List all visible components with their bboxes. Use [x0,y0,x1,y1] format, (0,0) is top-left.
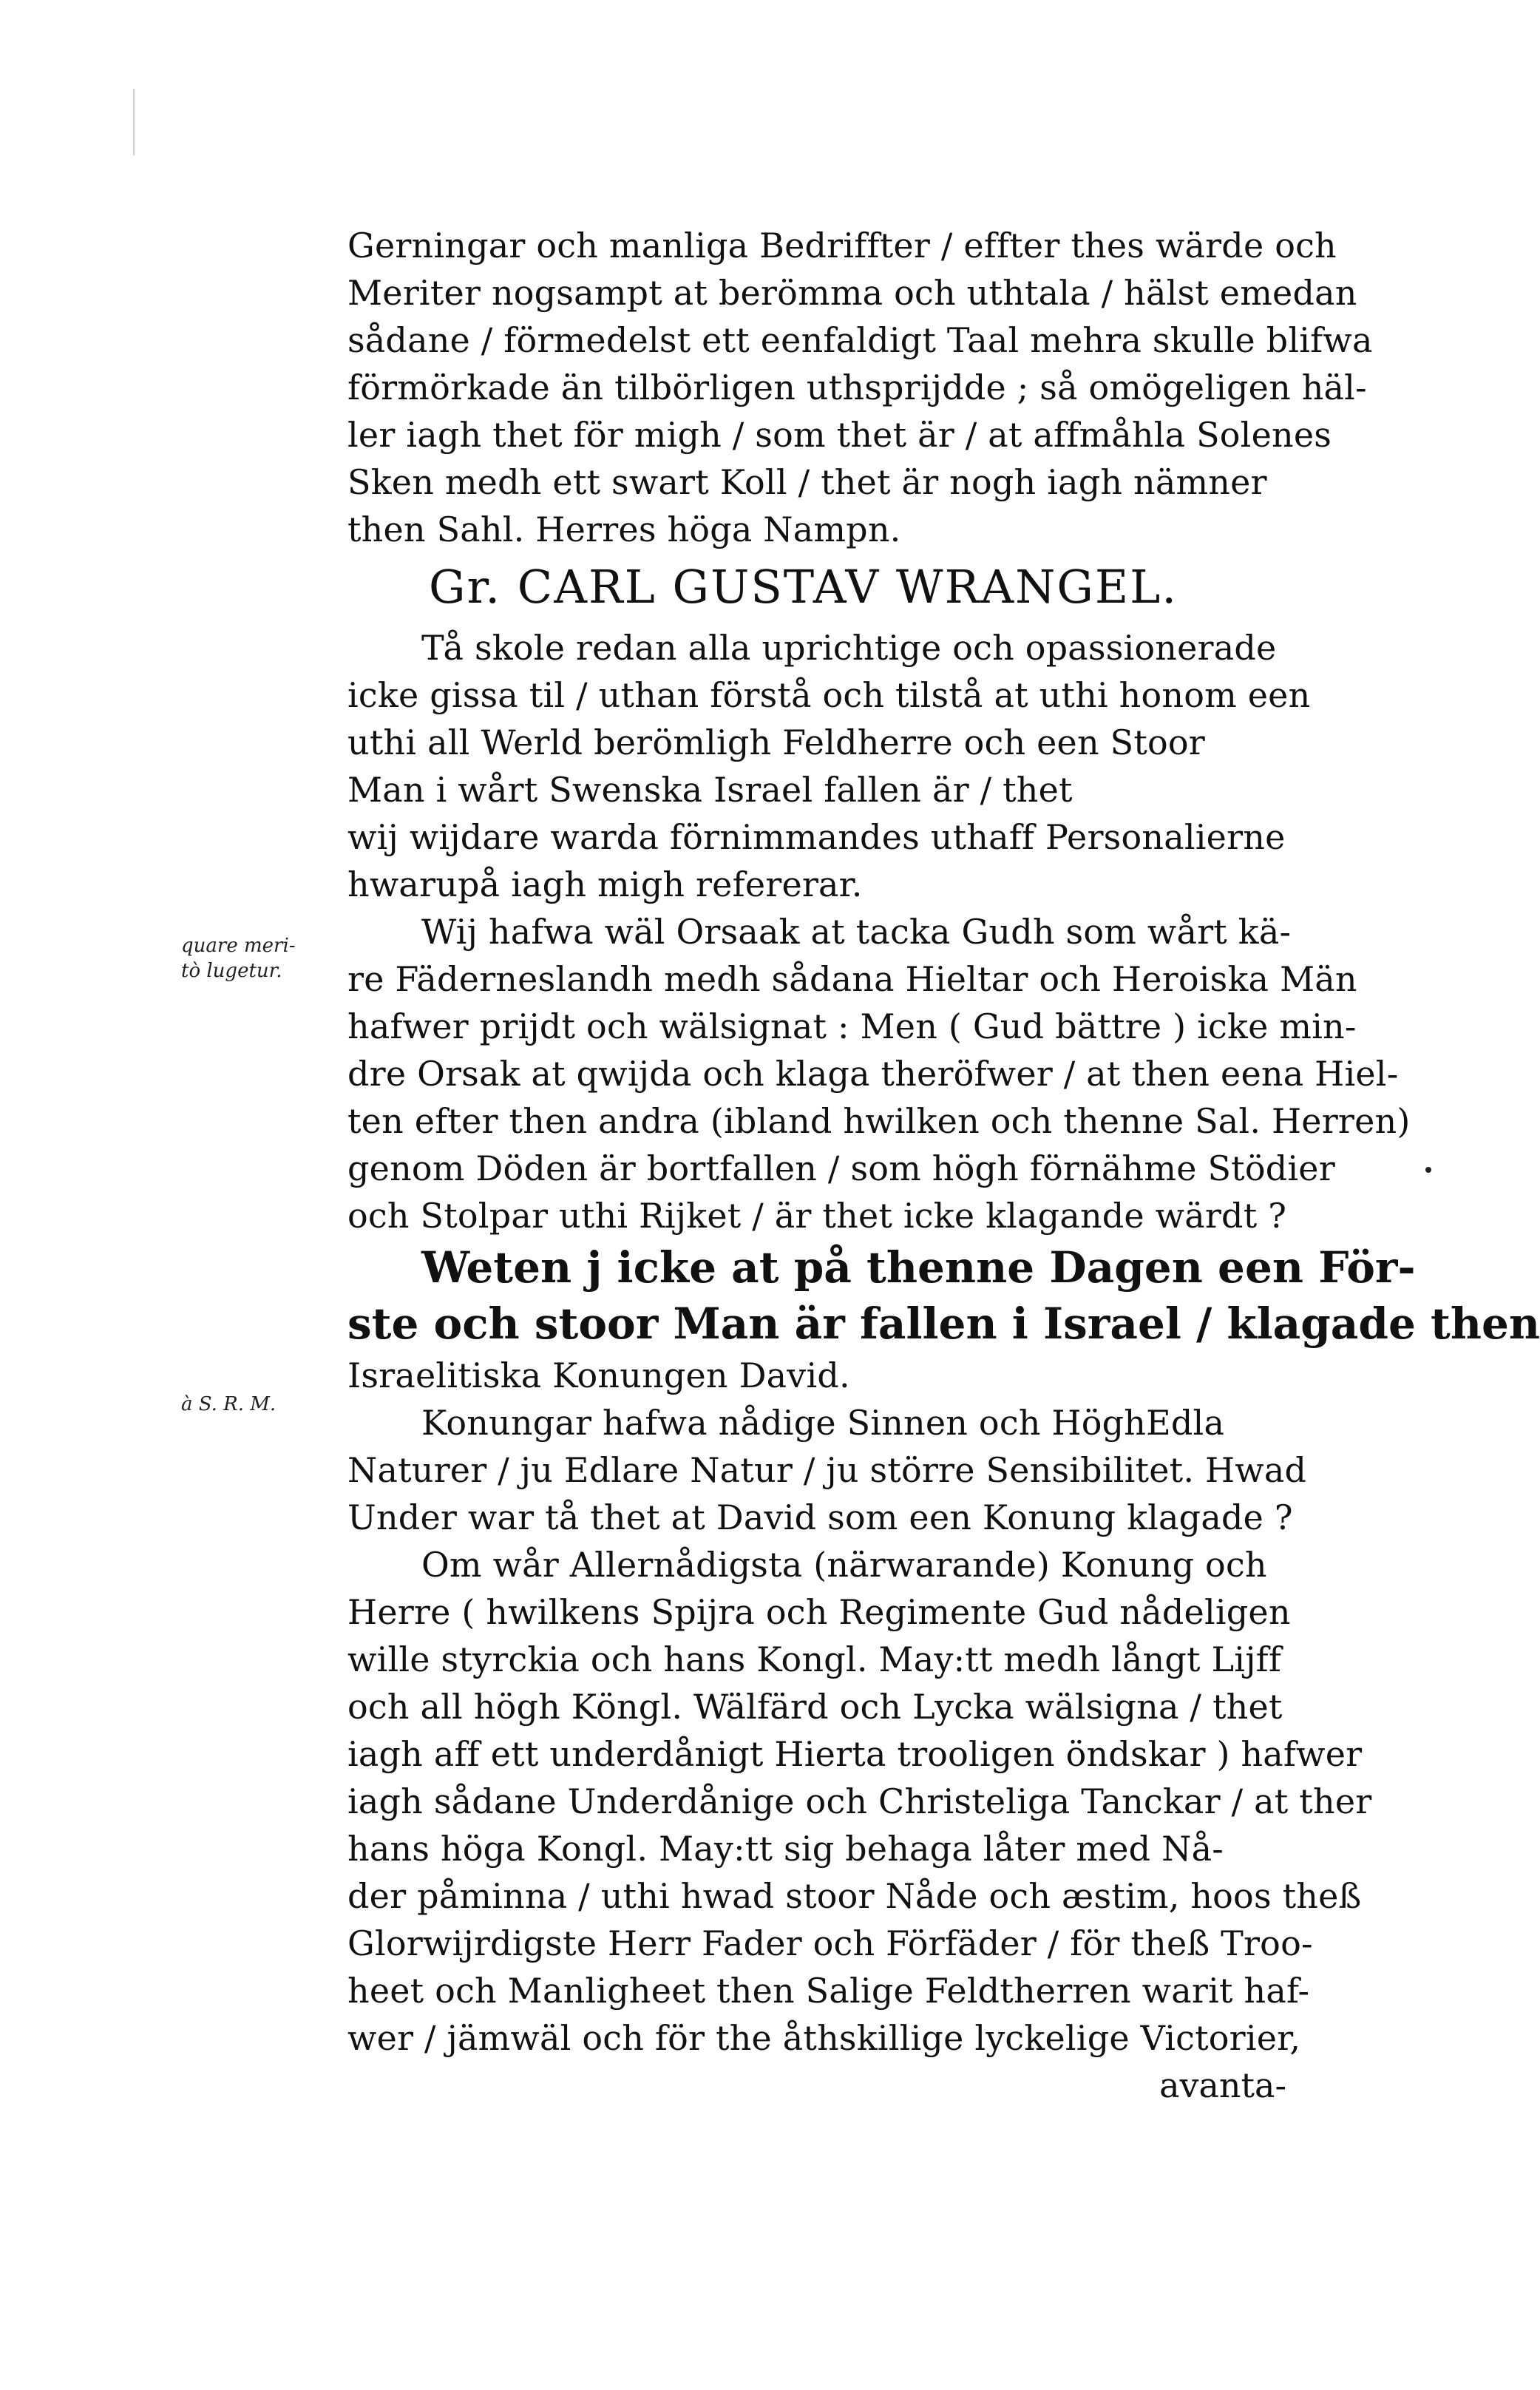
text-line: dre Orsak at qwijda och klaga theröfwer / at then eena Hiel- [347,1054,1399,1094]
text-line: Under war tå thet at David som een Konung klagade ? [347,1497,1293,1537]
text-line: genom Döden är bortfallen / som högh förnähme Stödier [347,1148,1335,1188]
text-line: sådane / förmedelst ett eenfaldigt Taal mehra skulle blifwa [347,320,1373,360]
text-line: hafwer prijdt och wälsignat : Men ( Gud bättre ) icke min- [347,1006,1357,1046]
text-line: Om wår Allernådigsta (närwarande) Konung och [421,1545,1267,1585]
text-line: wij wijdare warda förnimmandes uthaff Personalierne [347,817,1286,857]
text-line: hans höga Kongl. May:tt sig behaga låter med Nå- [347,1829,1224,1869]
main-text-block [347,222,1540,2109]
text-line: wille styrckia och hans Kongl. May:tt medh långt Lijff [347,1639,1282,1679]
text-line: icke gissa til / uthan förstå och tilstå at uthi honom een [347,675,1311,715]
text-line: ten efter then andra (ibland hwilken och thenne Sal. Herren) [347,1101,1411,1141]
name-heading: Gr. CARL GUSTAV WRANGEL. [429,560,1178,614]
catchword: avanta- [1159,2065,1286,2105]
ink-speck [1425,1167,1431,1173]
text-line: Naturer / ju Edlare Natur / ju större Sensibilitet. Hwad [347,1450,1307,1490]
text-line: Herre ( hwilkens Spijra och Regimente Gud nådeligen [347,1592,1291,1632]
text-line: Israelitiska Konungen David. [347,1355,850,1395]
emphasis-line: Weten j icke at på thenne Dagen een För- [421,1242,1416,1293]
text-line: Meriter nogsampt at berömma och uthtala / hälst emedan [347,273,1357,313]
text-line: Sken medh ett swart Koll / thet är nogh iagh nämner [347,462,1267,502]
margin-note: quare meri- tò lugetur. [181,935,296,982]
text-line: wer / jämwäl och för the åthskillige lyckelige Victorier, [347,2018,1301,2058]
text-line: ler iagh thet för migh / som thet är / at affmåhla Solenes [347,415,1332,455]
text-line: Wij hafwa wäl Orsaak at tacka Gudh som wårt kä- [421,912,1292,952]
paper-mark [133,89,135,155]
margin-note: à S. R. M. [181,1393,277,1415]
text-line: Tå skole redan alla uprichtige och opassionerade [421,628,1277,668]
text-line: och Stolpar uthi Rijket / är thet icke klagande wärdt ? [347,1196,1287,1236]
text-line: och all högh Köngl. Wälfärd och Lycka wälsigna / thet [347,1687,1283,1727]
text-line: then Sahl. Herres höga Nampn. [347,510,901,549]
text-line: re Fäderneslandh medh sådana Hieltar och Heroiska Män [347,959,1357,999]
text-line: Konungar hafwa nådige Sinnen och HöghEdla [421,1403,1225,1443]
emphasis-line: ste och stoor Man är fallen i Israel / klagade then [347,1299,1540,1349]
text-line: iagh sådane Underdånige och Christeliga Tanckar / at ther [347,1781,1372,1821]
text-line: heet och Manligheet then Salige Feldtherren warit haf- [347,1971,1310,2011]
text-line: hwarupå iagh migh refererar. [347,864,863,904]
text-line: der påminna / uthi hwad stoor Nåde och æstim, hoos theß [347,1876,1362,1916]
text-line: Man i wårt Swenska Israel fallen är / thet [347,770,1073,810]
text-line: iagh aff ett underdånigt Hierta trooligen öndskar ) hafwer [347,1734,1363,1774]
text-line: förmörkade än tilbörligen uthsprijdde ; så omögeligen häl- [347,368,1367,407]
text-line: Gerningar och manliga Bedriffter / effter thes wärde och [347,226,1337,265]
text-line: uthi all Werld berömligh Feldherre och een Stoor [347,722,1205,762]
text-line: Glorwijrdigste Herr Fader och Förfäder / för theß Troo- [347,1923,1313,1963]
